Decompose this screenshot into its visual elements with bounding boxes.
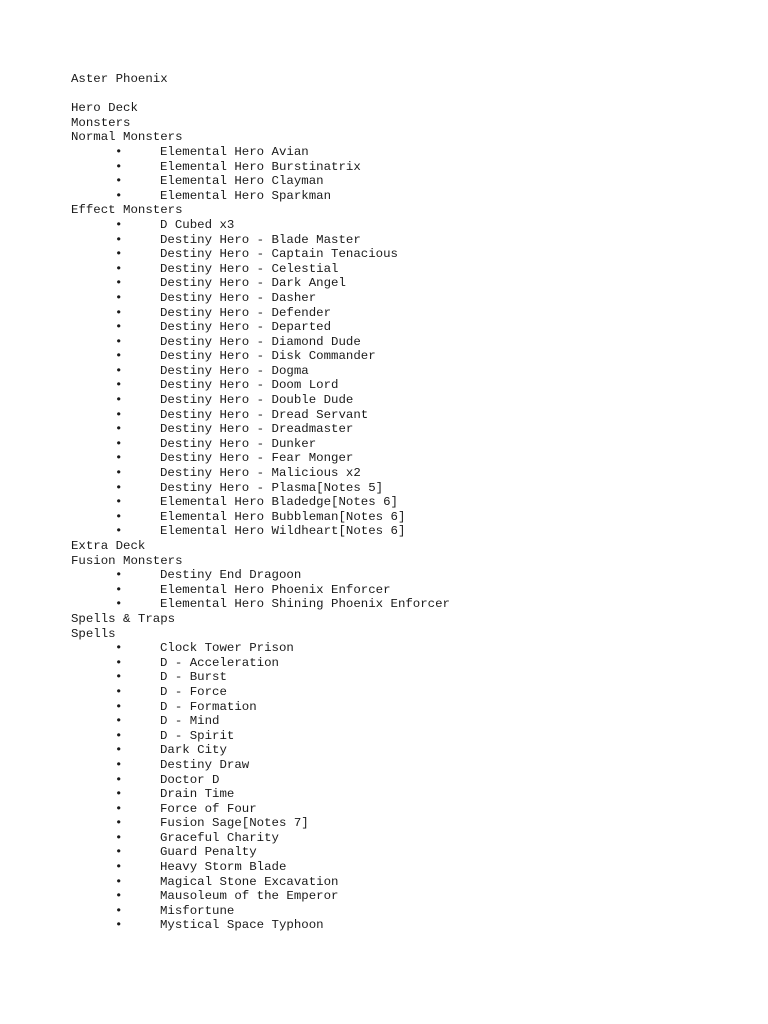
card-name: Destiny Hero - Double Dude	[160, 393, 354, 408]
list-item	[71, 802, 751, 817]
card-name: D - Mind	[160, 714, 220, 729]
bullet-icon: •	[115, 743, 123, 758]
bullet-icon: •	[115, 903, 123, 918]
group-heading: Monsters	[71, 115, 131, 130]
list-item	[71, 247, 751, 262]
bullet-icon: •	[115, 436, 123, 451]
card-name: Destiny Hero - Doom Lord	[160, 378, 339, 393]
bullet-icon: •	[115, 684, 123, 699]
bullet-icon: •	[115, 816, 123, 831]
list-item	[71, 831, 751, 846]
list-item	[71, 466, 751, 481]
card-name: Dark City	[160, 743, 227, 758]
section-heading: Hero Deck	[71, 101, 138, 116]
card-name: Destiny Hero - Blade Master	[160, 232, 361, 247]
bullet-icon: •	[115, 349, 123, 364]
list-item	[71, 378, 751, 393]
list-item	[71, 481, 751, 496]
card-name: Destiny Hero - Dasher	[160, 290, 317, 305]
card-name: Destiny Hero - Disk Commander	[160, 349, 376, 364]
list-item	[71, 656, 751, 671]
bullet-icon: •	[115, 670, 123, 685]
section-heading: Extra Deck	[71, 539, 146, 553]
list-item	[71, 889, 751, 904]
card-name: Elemental Hero Bubbleman[Notes 6]	[160, 509, 406, 524]
bullet-icon: •	[115, 641, 123, 656]
card-name: Force of Four	[160, 801, 257, 816]
bullet-icon: •	[115, 918, 123, 933]
bullet-icon: •	[115, 728, 123, 743]
bullet-icon: •	[115, 509, 123, 524]
card-name: D - Acceleration	[160, 655, 279, 670]
deck-list	[71, 101, 751, 933]
bullet-icon: •	[115, 393, 123, 408]
card-name: Destiny Hero - Dreadmaster	[160, 422, 354, 437]
list-item	[71, 875, 751, 890]
bullet-icon: •	[115, 889, 123, 904]
list-item	[71, 758, 751, 773]
card-name: Elemental Hero Shining Phoenix Enforcer	[160, 597, 450, 612]
bullet-icon: •	[115, 524, 123, 539]
list-item	[71, 335, 751, 350]
list-item	[71, 714, 751, 729]
list-item	[71, 233, 751, 248]
list-item	[71, 306, 751, 321]
section-heading: Spells & Traps	[71, 611, 176, 626]
card-name: Destiny Hero - Defender	[160, 305, 332, 320]
card-name: Destiny Hero - Captain Tenacious	[160, 247, 398, 262]
list-item	[71, 189, 751, 204]
bullet-icon: •	[115, 714, 123, 729]
bullet-icon: •	[115, 144, 123, 159]
card-name: Mystical Space Typhoon	[160, 918, 324, 933]
bullet-icon: •	[115, 830, 123, 845]
list-item	[71, 408, 751, 423]
list-item	[71, 510, 751, 525]
bullet-icon: •	[115, 188, 123, 203]
list-item	[71, 451, 751, 466]
bullet-icon: •	[115, 582, 123, 597]
card-name: Elemental Hero Clayman	[160, 174, 324, 189]
list-item	[71, 349, 751, 364]
card-name: Destiny Hero - Dunker	[160, 436, 317, 451]
bullet-icon: •	[115, 334, 123, 349]
list-item	[71, 262, 751, 277]
list-item	[71, 904, 751, 919]
bullet-icon: •	[115, 757, 123, 772]
bullet-icon: •	[115, 860, 123, 875]
card-name: Mausoleum of the Emperor	[160, 889, 339, 904]
list-item	[71, 160, 751, 175]
list-item	[71, 291, 751, 306]
card-name: D - Spirit	[160, 728, 235, 743]
bullet-icon: •	[115, 290, 123, 305]
card-name: Elemental Hero Wildheart[Notes 6]	[160, 524, 406, 539]
group-heading: Normal Monsters	[71, 130, 183, 145]
card-name: Destiny Hero - Malicious x2	[160, 466, 361, 481]
bullet-icon: •	[115, 261, 123, 276]
card-name: D Cubed x3	[160, 217, 235, 232]
card-name: Elemental Hero Bladedge[Notes 6]	[160, 495, 398, 510]
list-item	[71, 495, 751, 510]
bullet-icon: •	[115, 845, 123, 860]
blank-line	[71, 87, 751, 102]
list-item	[71, 670, 751, 685]
card-name: Elemental Hero Phoenix Enforcer	[160, 582, 391, 597]
bullet-icon: •	[115, 874, 123, 889]
bullet-icon: •	[115, 232, 123, 247]
card-name: Destiny Hero - Dogma	[160, 363, 309, 378]
list-item	[71, 393, 751, 408]
bullet-icon: •	[115, 699, 123, 714]
list-item	[71, 729, 751, 744]
card-name: Graceful Charity	[160, 830, 279, 845]
bullet-icon: •	[115, 451, 123, 466]
list-item	[71, 524, 751, 539]
bullet-icon: •	[115, 568, 123, 583]
bullet-icon: •	[115, 422, 123, 437]
card-name: Elemental Hero Sparkman	[160, 188, 332, 203]
card-name: Destiny Hero - Dark Angel	[160, 276, 346, 291]
card-name: Misfortune	[160, 903, 235, 918]
card-name: Fusion Sage[Notes 7]	[160, 816, 309, 831]
group-heading: Effect Monsters	[71, 203, 183, 218]
card-name: Magical Stone Excavation	[160, 874, 339, 889]
group-heading: Fusion Monsters	[71, 553, 183, 568]
bullet-icon: •	[115, 320, 123, 335]
card-name: Guard Penalty	[160, 845, 257, 860]
list-item	[71, 583, 751, 598]
list-item	[71, 918, 751, 933]
document-body	[71, 72, 751, 933]
card-name: Destiny Hero - Plasma[Notes 5]	[160, 480, 384, 495]
card-name: Doctor D	[160, 772, 220, 787]
card-name: D - Formation	[160, 699, 257, 714]
bullet-icon: •	[115, 480, 123, 495]
group-heading: Spells	[71, 626, 116, 641]
list-item	[71, 422, 751, 437]
card-name: Destiny Hero - Celestial	[160, 261, 339, 276]
card-name: Clock Tower Prison	[160, 641, 294, 656]
card-name: Destiny Draw	[160, 757, 250, 772]
card-name: D - Burst	[160, 670, 227, 685]
list-item	[71, 743, 751, 758]
list-item	[71, 641, 751, 656]
list-item	[71, 685, 751, 700]
bullet-icon: •	[115, 597, 123, 612]
list-item	[71, 320, 751, 335]
bullet-icon: •	[115, 407, 123, 422]
card-name: Destiny Hero - Dread Servant	[160, 407, 369, 422]
card-name: Drain Time	[160, 787, 235, 802]
list-item	[71, 845, 751, 860]
list-item	[71, 860, 751, 875]
list-item	[71, 816, 751, 831]
list-item	[71, 364, 751, 379]
card-name: Heavy Storm Blade	[160, 860, 287, 875]
list-item	[71, 276, 751, 291]
bullet-icon: •	[115, 159, 123, 174]
card-name: Elemental Hero Burstinatrix	[160, 159, 361, 174]
bullet-icon: •	[115, 217, 123, 232]
bullet-icon: •	[115, 247, 123, 262]
list-item	[71, 174, 751, 189]
card-name: Destiny Hero - Diamond Dude	[160, 334, 361, 349]
list-item	[71, 145, 751, 160]
card-name: Destiny End Dragoon	[160, 568, 302, 583]
bullet-icon: •	[115, 466, 123, 481]
page-title: Aster Phoenix	[71, 72, 168, 86]
card-name: Destiny Hero - Fear Monger	[160, 451, 354, 466]
card-name: Destiny Hero - Departed	[160, 320, 332, 335]
list-item	[71, 787, 751, 802]
bullet-icon: •	[115, 305, 123, 320]
bullet-icon: •	[115, 363, 123, 378]
bullet-icon: •	[115, 495, 123, 510]
list-item	[71, 597, 751, 612]
list-item	[71, 437, 751, 452]
card-name: Elemental Hero Avian	[160, 144, 309, 159]
list-item	[71, 700, 751, 715]
bullet-icon: •	[115, 378, 123, 393]
card-name: D - Force	[160, 684, 227, 699]
list-item	[71, 568, 751, 583]
bullet-icon: •	[115, 787, 123, 802]
bullet-icon: •	[115, 276, 123, 291]
bullet-icon: •	[115, 655, 123, 670]
list-item	[71, 218, 751, 233]
list-item	[71, 773, 751, 788]
bullet-icon: •	[115, 174, 123, 189]
bullet-icon: •	[115, 772, 123, 787]
bullet-icon: •	[115, 801, 123, 816]
